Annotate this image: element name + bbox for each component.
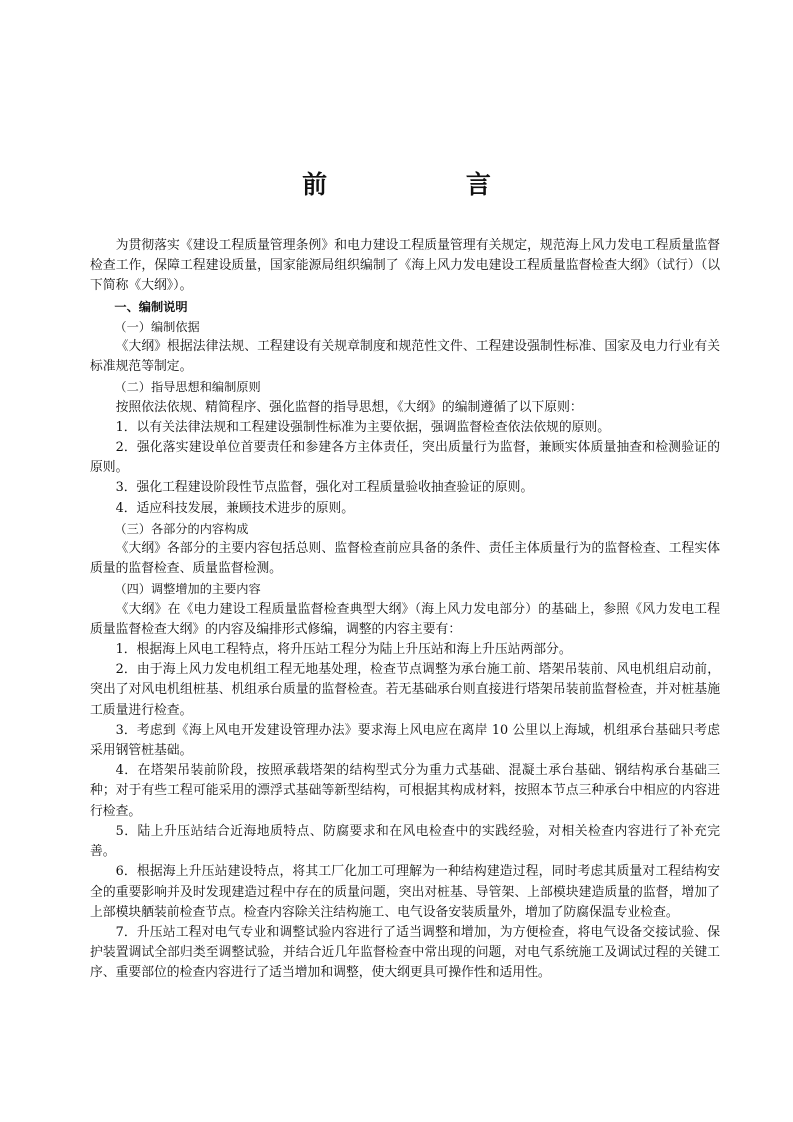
paragraph-intro: 为贯彻落实《建设工程质量管理条例》和电力建设工程质量管理有关规定，规范海上风力发电工程质量监督检查工作，保障工程建设质量，国家能源局组织编制了《海上风力发电建设工程质量监督检查大纲》（试行）（以下简称《大纲》）。 (90, 238, 720, 294)
section-heading-compilation-notes: 一、编制说明 (114, 299, 188, 314)
list-item-principle-4: 4．适应科技发展，兼顾技术进步的原则。 (115, 500, 355, 516)
list-item-adjustment-1: 1．根据海上风电工程特点，将升压站工程分为陆上升压站和海上升压站两部分。 (115, 642, 572, 658)
list-item-principle-1: 1．以有关法律法规和工程建设强制性标准为主要依据，强调监督检查依法依规的原则。 (115, 419, 611, 435)
list-item-adjustment-4: 4．在塔架吊装前阶段，按照承载塔架的结构型式分为重力式基础、混凝土承台基础、钢结构承台基础三种；对于有些工程可能采用的漂浮式基础等新型结构，可根据其构成材料，按照本节点三种承台中相应的内容进行检查。 (90, 763, 720, 819)
list-item-adjustment-3: 3．考虑到《海上风电开发建设管理办法》要求海上风电应在离岸 10 公里以上海域，机组承台基础只考虑采用钢管桩基础。 (90, 722, 720, 759)
list-item-adjustment-2: 2．由于海上风力发电机组工程无地基处理，检查节点调整为承台施工前、塔架吊装前、风电机组启动前，突出了对风电机组桩基、机组承台质量的监督检查。若无基础承台则直接进行塔架吊装前监督检查，并对桩基施工质量进行检查。 (90, 662, 720, 718)
list-item-adjustment-6: 6．根据海上升压站建设特点，将其工厂化加工可理解为一种结构建造过程，同时考虑其质量对工程结构安全的重要影响并及时发现建造过程中存在的质量问题，突出对桩基、导管架、上部模块建造质量的监督，增加了上部模块舾装前检查节点。检查内容除关注结构施工、电气设备安装质量外，增加了防腐保温专业检查。 (90, 864, 720, 920)
subsection-heading-adjustments: （四）调整增加的主要内容 (114, 582, 261, 597)
page-title: 前 言 (302, 170, 556, 199)
subsection-heading-basis: （一）编制依据 (114, 319, 200, 334)
paragraph-basis: 《大纲》根据法律法规、工程建设有关规章制度和规范性文件、工程建设强制性标准、国家及电力行业有关标准规范等制定。 (90, 339, 720, 375)
paragraph-composition: 《大纲》各部分的主要内容包括总则、监督检查前应具备的条件、责任主体质量行为的监督检查、工程实体质量的监督检查、质量监督检测。 (90, 541, 720, 577)
subsection-heading-principles: （二）指导思想和编制原则 (114, 380, 261, 395)
list-item-adjustment-5: 5．陆上升压站结合近海地质特点、防腐要求和在风电检查中的实践经验，对相关检查内容进行了补充完善。 (90, 823, 720, 860)
paragraph-principles-intro: 按照依法依规、精简程序、强化监督的指导思想，《大纲》的编制遵循了以下原则： (115, 399, 583, 415)
list-item-principle-2: 2．强化落实建设单位首要责任和参建各方主体责任，突出质量行为监督，兼顾实体质量抽查和检测验证的原则。 (90, 440, 720, 476)
paragraph-adjustments-intro: 《大纲》在《电力建设工程质量监督检查典型大纲》（海上风力发电部分）的基础上，参照《风力发电工程质量监督检查大纲》的内容及编排形式修编，调整的内容主要有： (90, 601, 720, 637)
list-item-principle-3: 3．强化工程建设阶段性节点监督，强化对工程质量验收抽查验证的原则。 (115, 480, 534, 496)
preface-body (90, 236, 720, 984)
subsection-heading-composition: （三）各部分的内容构成 (114, 521, 249, 536)
list-item-adjustment-7: 7．升压站工程对电气专业和调整试验内容进行了适当调整和增加，为方便检查，将电气设备交接试验、保护装置调试全部归类至调整试验，并结合近几年监督检查中常出现的问题，对电气系统施工及调试过程的关键工序、重要部位的检查内容进行了适当增加和调整，使大纲更具可操作性和适用性。 (90, 924, 720, 981)
